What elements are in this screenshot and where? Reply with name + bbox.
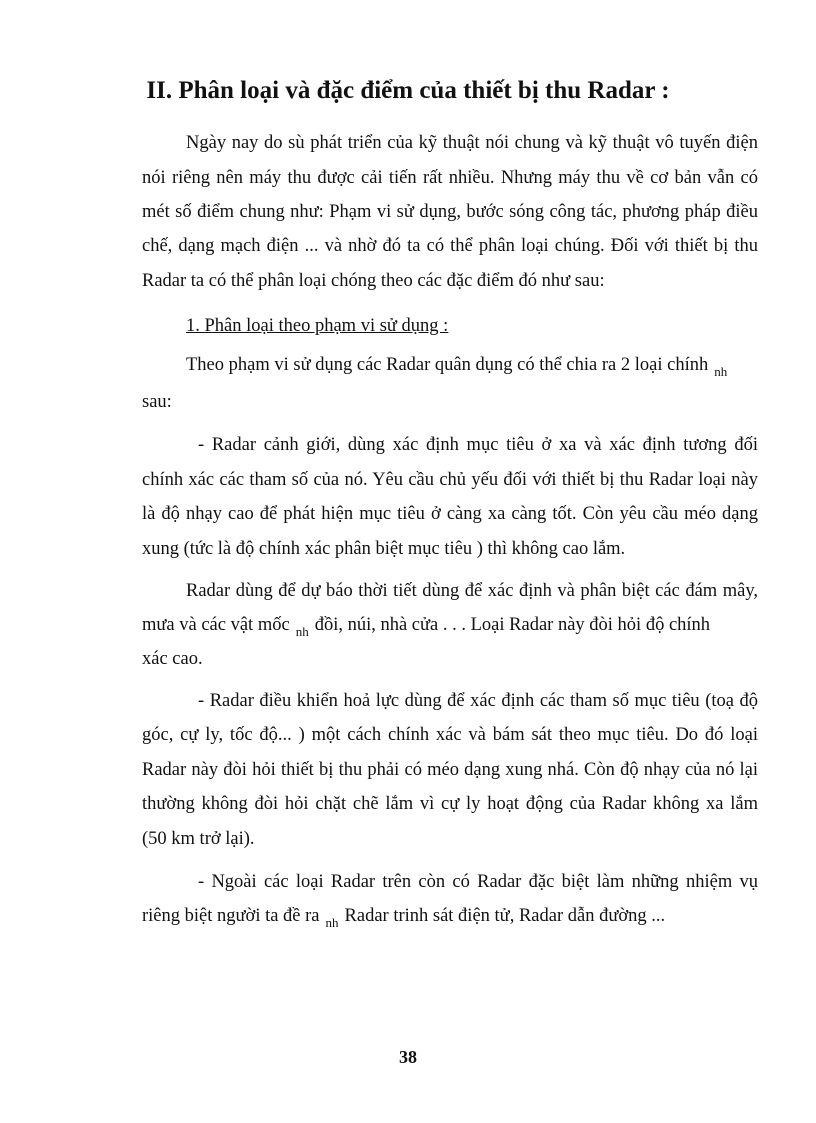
p6-line-2b: Radar trinh sát điện tử, Radar dẫn đường ... bbox=[344, 906, 666, 926]
p1-line-1: Ngày nay do sù phát triển của kỹ thuật nói chung và kỹ thuật vô tuyến điện bbox=[186, 133, 758, 153]
p4-line-2a: mưa và các vật mốc bbox=[142, 615, 290, 635]
p4-line-3: xác cao. bbox=[142, 649, 203, 669]
p6-line-1: - Ngoài các loại Radar trên còn có Radar đặc biệt làm những nhiệm vụ bbox=[198, 872, 758, 892]
p2-line-1-text: Theo phạm vi sử dụng các Radar quân dụng có thể chia ra 2 loại chính bbox=[186, 355, 709, 375]
p3-line-4: xung (tức là độ chính xác phân biệt mục tiêu ) thì không cao lắm. bbox=[142, 539, 626, 559]
p1-line-5: Radar ta có thể phân loại chóng theo các đặc điểm đó như sau: bbox=[142, 271, 605, 291]
p2-subscript: nh bbox=[714, 364, 728, 379]
subsection-heading bbox=[186, 313, 448, 339]
section-title: II. Phân loại và đặc điểm của thiết bị thu Radar : bbox=[146, 77, 670, 104]
p6-line-2a: riêng biệt người ta đề ra bbox=[142, 906, 320, 926]
p4-subscript: nh bbox=[295, 624, 309, 639]
p5-line-5: (50 km trở lại). bbox=[142, 829, 255, 849]
p1-line-3: mét số điểm chung như: Phạm vi sử dụng, bước sóng công tác, phương pháp điều bbox=[142, 202, 758, 222]
p3-line-2: chính xác các tham số của nó. Yêu cầu chủ yếu đối với thiết bị thu Radar loại này bbox=[142, 470, 758, 490]
p2-line-2: sau: bbox=[142, 392, 172, 412]
p5-line-3: Radar này đòi hỏi thiết bị thu phải có méo dạng xung nhá. Còn độ nhạy của nó lại bbox=[142, 760, 758, 780]
p5-line-4: thường không đòi hỏi chặt chẽ lắm vì cự ly hoạt động của Radar không xa lắm bbox=[142, 794, 758, 814]
p4-line-2b: đồi, núi, nhà cửa . . . Loại Radar này đòi hỏi độ chính bbox=[314, 615, 711, 635]
p5-line-2: góc, cự ly, tốc độ... ) một cách chính xác và bám sát theo mục tiêu. Do đó loại bbox=[142, 725, 758, 745]
p2-line-1 bbox=[186, 352, 733, 379]
p3-line-1: - Radar cảnh giới, dùng xác định mục tiêu ở xa và xác định tương đối bbox=[198, 435, 758, 455]
p6-subscript: nh bbox=[325, 915, 339, 930]
p1-line-2: nói riêng nên máy thu được cải tiến rất nhiều. Nhưng máy thu về cơ bản vẫn có bbox=[142, 168, 758, 188]
p4-line-2 bbox=[142, 612, 758, 639]
subsection-heading-text: 1. Phân loại theo phạm vi sử dụng : bbox=[186, 316, 449, 336]
p3-line-3: là độ nhạy cao để phát hiện mục tiêu ở càng xa càng tốt. Còn yêu cầu méo dạng bbox=[142, 504, 758, 524]
p5-line-1: - Radar điều khiển hoả lực dùng để xác định các tham số mục tiêu (toạ độ bbox=[198, 691, 758, 711]
p4-line-1: Radar dùng để dự báo thời tiết dùng để xác định và phân biệt các đám mây, bbox=[186, 581, 758, 601]
p1-line-4: chế, dạng mạch điện ... và nhờ đó ta có thể phân loại chúng. Đối với thiết bị thu bbox=[142, 236, 758, 256]
page-number: 38 bbox=[399, 1047, 417, 1067]
p6-line-2 bbox=[142, 903, 758, 930]
